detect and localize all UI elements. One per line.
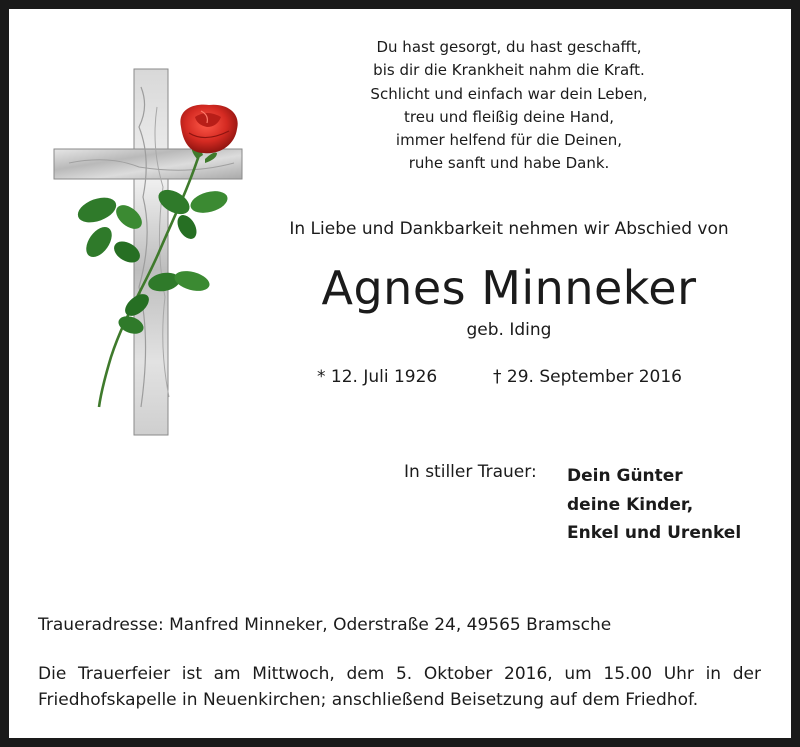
death-date: † 29. September 2016	[493, 367, 682, 387]
service-word: Mittwoch,	[252, 664, 335, 684]
service-word: in	[705, 664, 722, 684]
service-word: ist	[181, 664, 202, 684]
service-word: Uhr	[663, 664, 694, 684]
service-line-1	[38, 661, 761, 687]
service-word: Die	[38, 664, 67, 684]
mourner-entry: Enkel und Urenkel	[567, 523, 742, 543]
service-word: dem	[346, 664, 385, 684]
maiden-name: geb. Iding	[466, 320, 552, 340]
mourners-list	[567, 462, 741, 548]
poem-line: treu und fleißig deine Hand,	[404, 107, 614, 126]
service-word: Trauerfeier	[77, 664, 171, 684]
birth-date: * 12. Juli 1926	[317, 367, 438, 387]
service-line-2: Friedhofskapelle in Neuenkirchen; anschließend Beisetzung auf dem Friedhof.	[38, 690, 699, 710]
deceased-name: Agnes Minneker	[321, 261, 697, 315]
poem-line: immer helfend für die Deinen,	[395, 131, 623, 150]
mourning-label: In stiller Trauer:	[404, 462, 537, 482]
poem-line: ruhe sanft und habe Dank.	[408, 154, 610, 173]
poem-line: bis dir die Krankheit nahm die Kraft.	[373, 61, 645, 80]
mourning-address: Traueradresse: Manfred Minneker, Oderstraße 24, 49565 Bramsche	[38, 615, 612, 635]
poem	[339, 36, 679, 176]
obituary-card	[9, 9, 791, 738]
service-word: der	[732, 664, 761, 684]
service-word: am	[213, 664, 241, 684]
service-word: Oktober	[423, 664, 493, 684]
service-word: 2016,	[504, 664, 553, 684]
cross-with-rose-illustration	[49, 67, 249, 447]
service-word: 5.	[395, 664, 413, 684]
poem-line: Schlicht und einfach war dein Leben,	[370, 84, 648, 103]
mourner-entry: deine Kinder,	[567, 494, 694, 515]
service-word: um	[564, 664, 592, 684]
poem-line: Du hast gesorgt, du hast geschafft,	[376, 38, 642, 56]
farewell-intro: In Liebe und Dankbarkeit nehmen wir Abschied von	[289, 219, 729, 239]
mourner-entry: Dein Günter	[567, 466, 683, 486]
service-word: 15.00	[603, 664, 653, 684]
funeral-service-info	[38, 661, 761, 713]
